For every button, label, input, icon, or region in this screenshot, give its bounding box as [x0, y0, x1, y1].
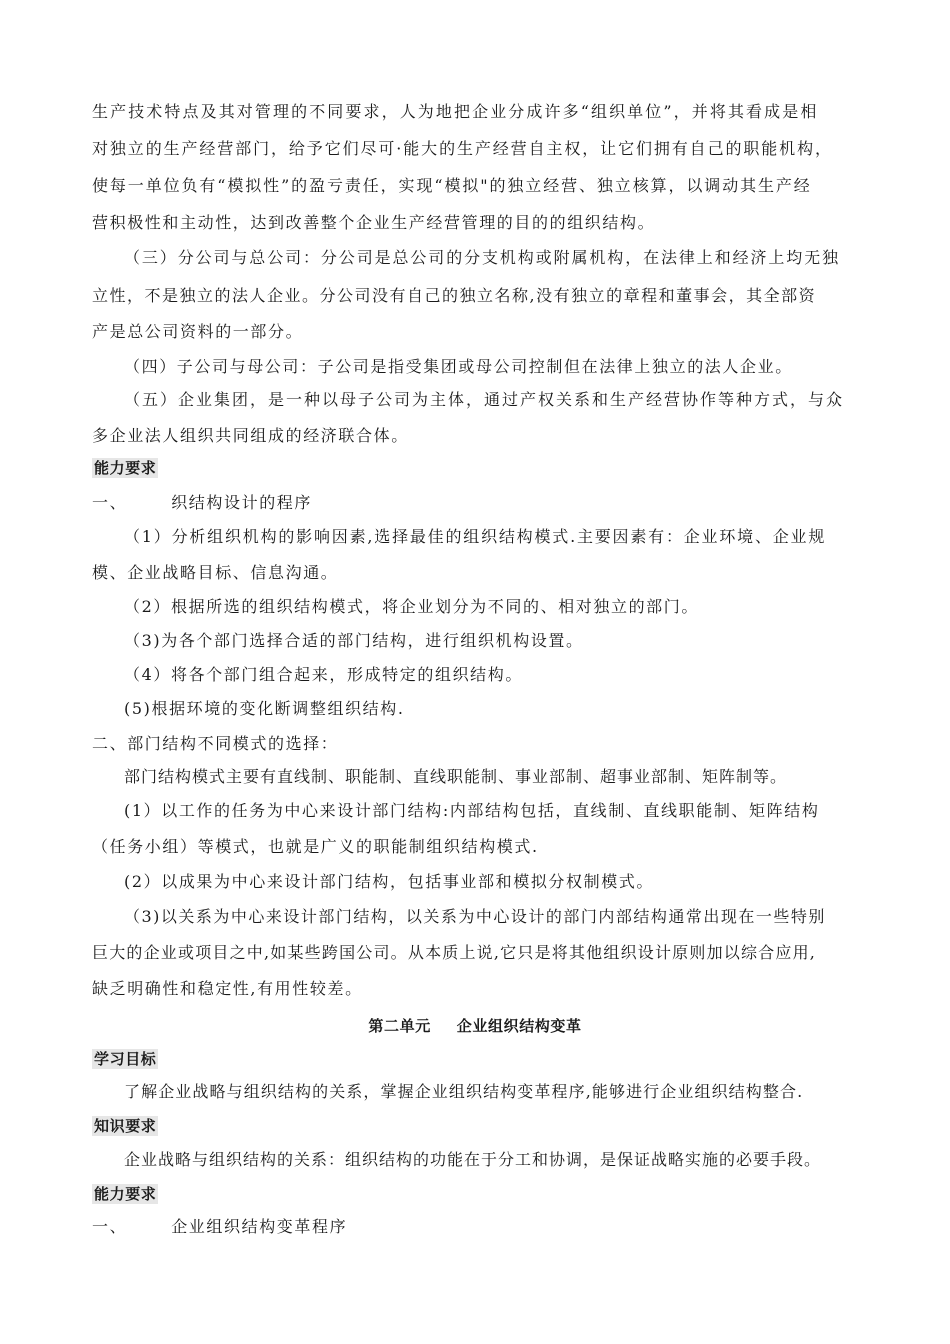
paragraph-line: 对独立的生产经营部门，给予它们尽可·能大的生产经营自主权，让它们拥有自己的职能机构， [92, 139, 833, 158]
unit-number: 第二单元 [368, 1017, 431, 1035]
paragraph-line: (1）以工作的任务为中心来设计部门结构:内部结构包括，直线制、直线职能制、矩阵结构 [124, 801, 820, 820]
section-heading: 能力要求 [94, 459, 157, 477]
section-heading: 能力要求 [94, 1185, 157, 1203]
section-number: 一、 [92, 493, 128, 512]
paragraph-line: 营积极性和主动性，达到改善整个企业生产经营管理的目的的组织结构。 [92, 213, 656, 232]
paragraph-line: 使每一单位负有“模拟性”的盈亏责任，实现“模拟"的独立经营、独立核算，以调动其生产经 [92, 176, 812, 195]
paragraph-line: 生产技术特点及其对管理的不同要求，人为地把企业分成许多“组织单位”，并将其看成是相 [92, 102, 819, 121]
paragraph-line: （1）分析组织机构的影响因素,选择最佳的组织结构模式.主要因素有：企业环境、企业规 [124, 527, 827, 546]
section-heading: 学习目标 [94, 1050, 157, 1068]
paragraph-line: （4）将各个部门组合起来，形成特定的组织结构。 [124, 665, 523, 684]
paragraph-line: （2）根据所选的组织结构模式，将企业划分为不同的、相对独立的部门。 [124, 597, 699, 616]
paragraph-line: 产是总公司资料的一部分。 [92, 322, 304, 341]
paragraph-line: （四）子公司与母公司：子公司是指受集团或母公司控制但在法律上独立的法人企业。 [124, 357, 793, 376]
section-number: 一、 [92, 1217, 128, 1236]
paragraph-line: 多企业法人组织共同组成的经济联合体。 [92, 426, 409, 445]
section-title-text: 企业组织结构变革程序 [171, 1217, 348, 1236]
section-title [92, 1216, 347, 1238]
paragraph-line: 企业战略与组织结构的关系：组织结构的功能在于分工和协调，是保证战略实施的必要手段。 [124, 1150, 822, 1169]
section-heading: 知识要求 [94, 1117, 157, 1135]
paragraph-line: 二、部门结构不同模式的选择： [92, 734, 339, 753]
paragraph-line: (5)根据环境的变化断调整组织结构. [124, 699, 405, 718]
paragraph-line: 部门结构模式主要有直线制、职能制、直线职能制、事业部制、超事业部制、矩阵制等。 [124, 767, 788, 786]
paragraph-line: 巨大的企业或项目之中,如某些跨国公司。从本质上说,它只是将其他组织设计原则加以综合应用, [92, 943, 817, 962]
paragraph-line: 了解企业战略与组织结构的关系，掌握企业组织结构变革程序,能够进行企业组织结构整合. [124, 1082, 804, 1101]
unit-title [0, 1015, 950, 1037]
section-title [92, 492, 312, 514]
paragraph-line: （三）分公司与总公司：分公司是总公司的分支机构或附属机构，在法律上和经济上均无独 [124, 248, 841, 267]
paragraph-line: (2）以成果为中心来设计部门结构，包括事业部和模拟分权制模式。 [124, 872, 655, 891]
section-title-text: 织结构设计的程序 [171, 493, 313, 512]
paragraph-line: （3)为各个部门选择合适的部门结构，进行组织机构设置。 [124, 631, 584, 650]
paragraph-line: 立性，不是独立的法人企业。分公司没有自己的独立名称,没有独立的章程和董事会，其全部资 [92, 286, 817, 305]
unit-name: 企业组织结构变革 [456, 1017, 582, 1035]
paragraph-line: （任务小组）等模式，也就是广义的职能制组织结构模式. [92, 837, 539, 856]
paragraph-line: （3)以关系为中心来设计部门结构，以关系为中心设计的部门内部结构通常出现在一些特别 [124, 907, 826, 926]
paragraph-line: 模、企业战略目标、信息沟通。 [92, 563, 339, 582]
paragraph-line: 缺乏明确性和稳定性,有用性较差。 [92, 979, 363, 998]
paragraph-line: （五）企业集团，是一种以母子公司为主体，通过产权关系和生产经营协作等种方式，与众 [124, 390, 845, 409]
